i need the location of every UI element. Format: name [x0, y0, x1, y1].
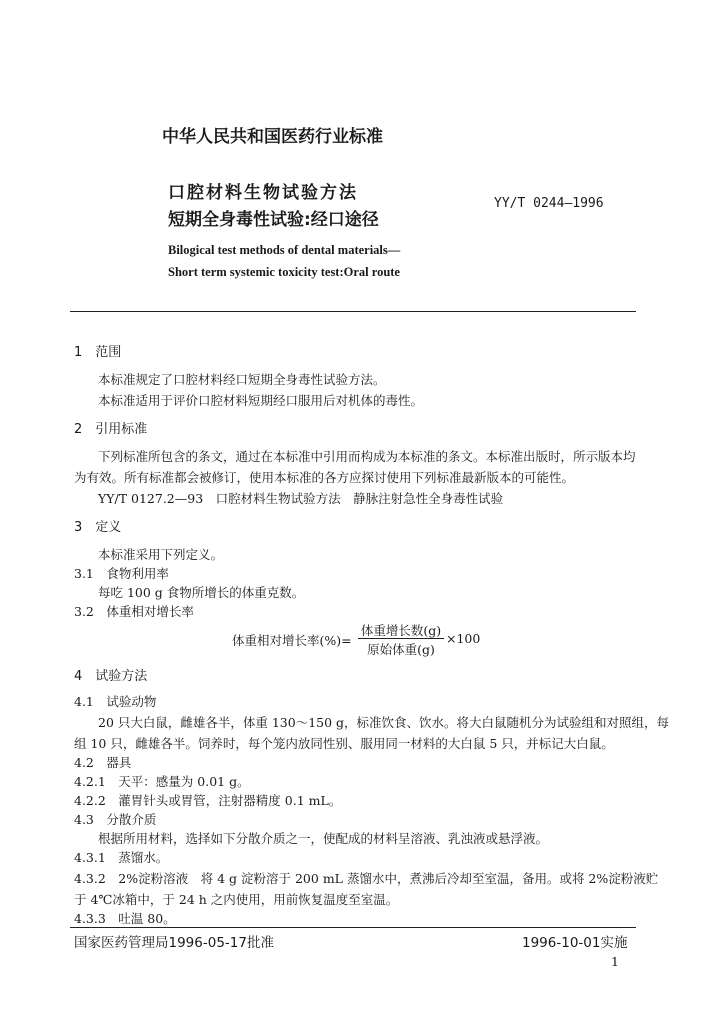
subsection-4-3-title: 4.3 分散介质: [74, 812, 157, 827]
section-1-heading: 1 范围: [74, 345, 122, 360]
approval-note: 国家医药管理局1996-05-17批准: [74, 935, 274, 951]
definition-3-1-text: 每吃 100 g 食物所增长的体重克数。: [98, 585, 305, 600]
formula-denominator: 原始体重(g): [367, 642, 435, 657]
issuing-authority: 中华人民共和国医药行业标准: [162, 127, 383, 147]
formula-fraction-bar: [358, 638, 444, 639]
standard-number: YY/T 0244—1996: [494, 196, 604, 211]
title-cn-line-1: 口腔材料生物试验方法: [168, 183, 358, 203]
section-2-para-line-1: 下列标准所包含的条文，通过在本标准中引用而构成为本标准的条文。本标准出版时，所示版本均: [98, 449, 636, 464]
formula-lhs: 体重相对增长率(%)=: [232, 633, 352, 648]
section-3-intro: 本标准采用下列定义。: [98, 547, 224, 562]
page-number: 1: [611, 954, 619, 969]
definition-3-2-title: 3.2 体重相对增长率: [74, 604, 194, 619]
subsection-4-2-title: 4.2 器具: [74, 755, 132, 770]
section-2-reference: YY/T 0127.2—93 口腔材料生物试验方法 静脉注射急性全身毒性试验: [98, 491, 504, 506]
effective-date: 1996-10-01实施: [522, 935, 628, 951]
title-en-line-1: Bilogical test methods of dental materials—: [168, 243, 401, 257]
subsection-4-2-2: 4.2.2 灌胃针头或胃管，注射器精度 0.1 mL。: [74, 793, 342, 808]
section-3-heading: 3 定义: [74, 520, 122, 535]
subsection-4-1-line-2: 组 10 只，雌雄各半。饲养时，每个笼内放同性别、服用同一材料的大白鼠 5 只，并标记大白鼠。: [74, 736, 614, 751]
subsection-4-3-3: 4.3.3 吐温 80。: [74, 911, 176, 926]
section-2-para-line-2: 为有效。所有标准都会被修订，使用本标准的各方应探讨使用下列标准最新版本的可能性。: [74, 470, 575, 485]
subsection-4-3-1: 4.3.1 蒸馏水。: [74, 850, 169, 865]
section-1-para-2: 本标准适用于评价口腔材料短期经口服用后对机体的毒性。: [98, 393, 424, 408]
subsection-4-3-text: 根据所用材料，选择如下分散介质之一，使配成的材料呈溶液、乳浊液或悬浮液。: [98, 831, 549, 846]
formula-numerator: 体重增长数(g): [360, 623, 442, 638]
subsection-4-3-2-line-1: 4.3.2 2%淀粉溶液 将 4 g 淀粉溶于 200 mL 蒸馏水中，煮沸后冷却至室温，备用。或将 2%淀粉液贮: [74, 871, 659, 886]
subsection-4-3-2-line-2: 于 4℃冰箱中，于 24 h 之内使用，用前恢复温度至室温。: [74, 892, 399, 907]
title-cn-line-2: 短期全身毒性试验:经口途径: [168, 210, 379, 230]
formula-rhs: ×100: [446, 631, 481, 646]
section-2-heading: 2 引用标准: [74, 422, 148, 437]
title-en-line-2: Short term systemic toxicity test:Oral route: [168, 265, 400, 279]
subsection-4-1-title: 4.1 试验动物: [74, 694, 157, 709]
header-rule: [70, 311, 636, 312]
subsection-4-2-1: 4.2.1 天平：感量为 0.01 g。: [74, 774, 250, 789]
footer-rule: [70, 927, 636, 928]
section-1-para-1: 本标准规定了口腔材料经口短期全身毒性试验方法。: [98, 372, 386, 387]
subsection-4-1-line-1: 20 只大白鼠，雌雄各半，体重 130～150 g，标准饮食、饮水。将大白鼠随机分为试验组和对照组，每: [98, 715, 670, 730]
definition-3-1-title: 3.1 食物利用率: [74, 566, 169, 581]
section-4-heading: 4 试验方法: [74, 669, 148, 684]
